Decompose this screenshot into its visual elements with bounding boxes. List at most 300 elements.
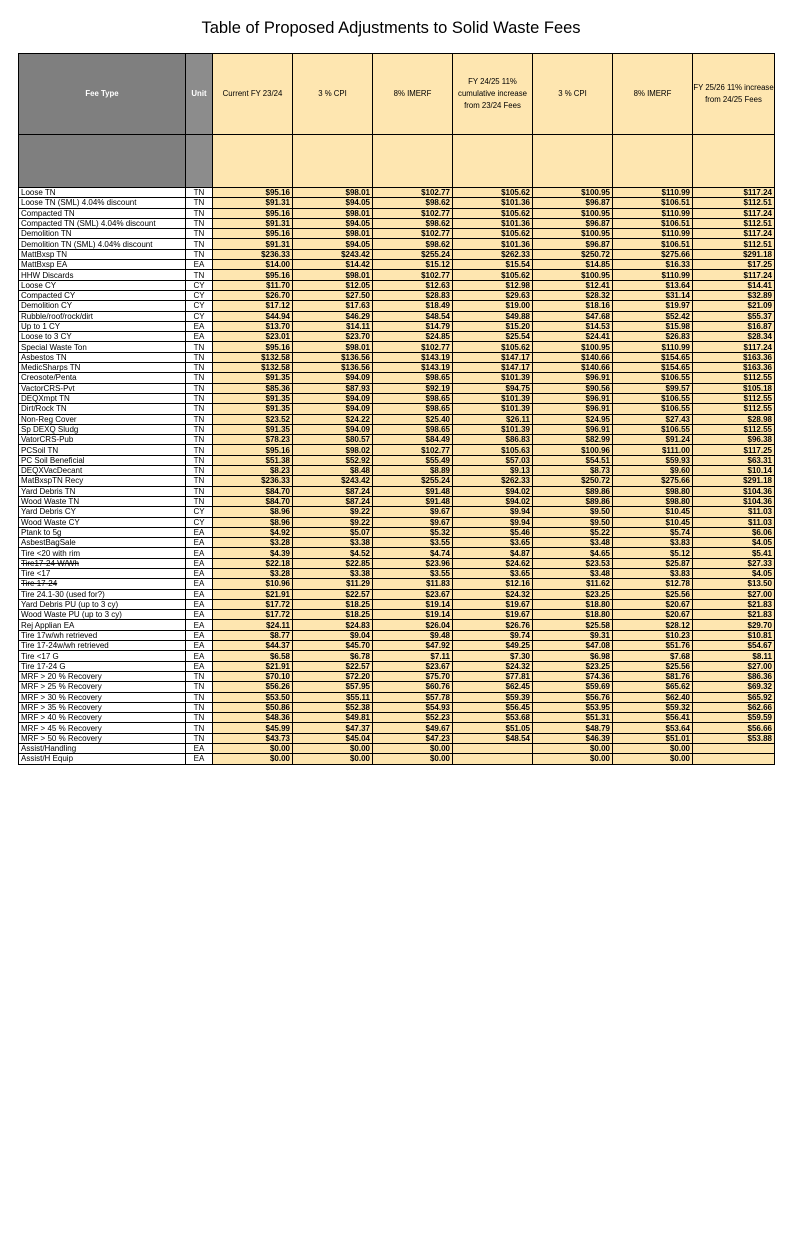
fee-value-cell: $15.98 bbox=[613, 321, 693, 331]
table-row bbox=[19, 692, 775, 702]
fee-value-cell: $78.23 bbox=[213, 435, 293, 445]
fee-type-cell: MRF > 40 % Recovery bbox=[19, 713, 186, 723]
fee-value-cell: $52.42 bbox=[613, 311, 693, 321]
fee-value-cell: $106.55 bbox=[613, 393, 693, 403]
fee-value-cell: $14.42 bbox=[293, 260, 373, 270]
unit-cell: TN bbox=[186, 424, 213, 434]
fee-value-cell: $45.99 bbox=[213, 723, 293, 733]
fee-value-cell: $49.81 bbox=[293, 713, 373, 723]
fee-value-cell: $19.97 bbox=[613, 301, 693, 311]
fee-value-cell: $98.01 bbox=[293, 208, 373, 218]
header-unit: Unit bbox=[186, 54, 213, 135]
unit-cell: TN bbox=[186, 352, 213, 362]
fee-value-cell: $117.24 bbox=[693, 188, 775, 198]
table-row bbox=[19, 363, 775, 373]
fee-value-cell: $6.98 bbox=[533, 651, 613, 661]
fee-value-cell: $262.33 bbox=[453, 249, 533, 259]
unit-cell: TN bbox=[186, 218, 213, 228]
fee-value-cell: $91.35 bbox=[213, 393, 293, 403]
fee-value-cell: $23.25 bbox=[533, 661, 613, 671]
unit-cell: EA bbox=[186, 610, 213, 620]
fee-value-cell: $77.81 bbox=[453, 671, 533, 681]
fee-value-cell bbox=[453, 754, 533, 764]
table-row bbox=[19, 466, 775, 476]
fee-value-cell: $55.11 bbox=[293, 692, 373, 702]
fee-value-cell: $51.01 bbox=[613, 733, 693, 743]
fee-value-cell: $22.57 bbox=[293, 661, 373, 671]
unit-cell: TN bbox=[186, 270, 213, 280]
fee-value-cell: $105.63 bbox=[453, 445, 533, 455]
unit-cell: EA bbox=[186, 754, 213, 764]
fee-value-cell: $104.36 bbox=[693, 486, 775, 496]
unit-cell: EA bbox=[186, 321, 213, 331]
unit-cell: TN bbox=[186, 713, 213, 723]
fee-value-cell: $44.94 bbox=[213, 311, 293, 321]
fee-value-cell: $94.05 bbox=[293, 218, 373, 228]
fee-value-cell: $53.88 bbox=[693, 733, 775, 743]
fee-value-cell: $5.07 bbox=[293, 527, 373, 537]
fee-value-cell: $100.95 bbox=[533, 188, 613, 198]
fee-value-cell: $5.46 bbox=[453, 527, 533, 537]
table-row bbox=[19, 280, 775, 290]
table-row bbox=[19, 301, 775, 311]
table-row bbox=[19, 682, 775, 692]
fee-value-cell: $98.62 bbox=[373, 218, 453, 228]
fee-value-cell: $14.79 bbox=[373, 321, 453, 331]
fee-value-cell: $27.00 bbox=[693, 589, 775, 599]
fee-value-cell: $98.01 bbox=[293, 342, 373, 352]
fee-value-cell: $117.25 bbox=[693, 445, 775, 455]
fee-value-cell: $96.87 bbox=[533, 198, 613, 208]
fee-value-cell: $31.14 bbox=[613, 290, 693, 300]
fee-value-cell: $132.58 bbox=[213, 363, 293, 373]
fee-value-cell: $89.86 bbox=[533, 496, 613, 506]
fee-value-cell: $6.58 bbox=[213, 651, 293, 661]
fee-type-cell: Demolition TN bbox=[19, 229, 186, 239]
fee-value-cell: $47.68 bbox=[533, 311, 613, 321]
table-row bbox=[19, 723, 775, 733]
table-row bbox=[19, 702, 775, 712]
fee-value-cell: $105.62 bbox=[453, 342, 533, 352]
unit-cell: CY bbox=[186, 280, 213, 290]
table-row bbox=[19, 733, 775, 743]
fee-value-cell: $95.16 bbox=[213, 229, 293, 239]
table-row bbox=[19, 476, 775, 486]
fee-value-cell: $24.62 bbox=[453, 558, 533, 568]
unit-cell: CY bbox=[186, 290, 213, 300]
fee-value-cell: $106.55 bbox=[613, 373, 693, 383]
table-row bbox=[19, 558, 775, 568]
fee-value-cell: $50.86 bbox=[213, 702, 293, 712]
unit-cell: TN bbox=[186, 393, 213, 403]
fee-value-cell: $51.31 bbox=[533, 713, 613, 723]
table-row bbox=[19, 671, 775, 681]
fee-value-cell: $17.63 bbox=[293, 301, 373, 311]
fee-value-cell: $3.28 bbox=[213, 568, 293, 578]
fee-value-cell: $16.33 bbox=[613, 260, 693, 270]
unit-cell: EA bbox=[186, 568, 213, 578]
fee-value-cell: $101.36 bbox=[453, 239, 533, 249]
fee-value-cell: $3.65 bbox=[453, 568, 533, 578]
fee-value-cell: $28.34 bbox=[693, 332, 775, 342]
fee-value-cell: $52.38 bbox=[293, 702, 373, 712]
table-row bbox=[19, 260, 775, 270]
fee-value-cell: $10.96 bbox=[213, 579, 293, 589]
fee-type-cell: Creosote/Penta bbox=[19, 373, 186, 383]
fee-value-cell: $60.76 bbox=[373, 682, 453, 692]
unit-cell: TN bbox=[186, 198, 213, 208]
fee-value-cell: $105.18 bbox=[693, 383, 775, 393]
spacer-cell bbox=[213, 135, 293, 188]
fee-type-cell: Dirt/Rock TN bbox=[19, 404, 186, 414]
fee-value-cell: $62.40 bbox=[613, 692, 693, 702]
fee-value-cell: $8.96 bbox=[213, 517, 293, 527]
table-row bbox=[19, 620, 775, 630]
fee-type-cell: PCSoil TN bbox=[19, 445, 186, 455]
fee-value-cell: $75.70 bbox=[373, 671, 453, 681]
fee-value-cell: $56.41 bbox=[613, 713, 693, 723]
fee-value-cell: $96.91 bbox=[533, 373, 613, 383]
fee-value-cell: $14.00 bbox=[213, 260, 293, 270]
table-row bbox=[19, 568, 775, 578]
fee-type-cell: Tire17-24 W/Wh bbox=[19, 558, 186, 568]
fee-value-cell: $24.11 bbox=[213, 620, 293, 630]
fee-value-cell: $255.24 bbox=[373, 476, 453, 486]
fee-value-cell: $44.37 bbox=[213, 641, 293, 651]
fee-value-cell: $11.03 bbox=[693, 507, 775, 517]
fee-value-cell: $94.05 bbox=[293, 198, 373, 208]
fee-type-cell: MRF > 50 % Recovery bbox=[19, 733, 186, 743]
table-row bbox=[19, 383, 775, 393]
fee-value-cell: $0.00 bbox=[373, 754, 453, 764]
fee-value-cell: $23.53 bbox=[533, 558, 613, 568]
fee-value-cell: $110.99 bbox=[613, 342, 693, 352]
fee-value-cell: $147.17 bbox=[453, 363, 533, 373]
fee-value-cell: $3.48 bbox=[533, 568, 613, 578]
fee-value-cell: $98.02 bbox=[293, 445, 373, 455]
fee-value-cell: $18.16 bbox=[533, 301, 613, 311]
fee-value-cell: $110.99 bbox=[613, 229, 693, 239]
fee-value-cell: $10.14 bbox=[693, 466, 775, 476]
fee-value-cell: $29.63 bbox=[453, 290, 533, 300]
fee-value-cell: $32.89 bbox=[693, 290, 775, 300]
fee-type-cell: Wood Waste TN bbox=[19, 496, 186, 506]
fee-value-cell: $24.22 bbox=[293, 414, 373, 424]
fee-type-cell: VatorCRS-Pub bbox=[19, 435, 186, 445]
unit-cell: CY bbox=[186, 311, 213, 321]
fee-value-cell: $25.54 bbox=[453, 332, 533, 342]
fee-value-cell: $112.55 bbox=[693, 404, 775, 414]
table-row bbox=[19, 198, 775, 208]
fee-value-cell: $5.12 bbox=[613, 548, 693, 558]
fee-value-cell: $9.13 bbox=[453, 466, 533, 476]
fee-value-cell: $24.32 bbox=[453, 589, 533, 599]
fee-value-cell: $11.62 bbox=[533, 579, 613, 589]
unit-cell: CY bbox=[186, 517, 213, 527]
fee-value-cell: $53.95 bbox=[533, 702, 613, 712]
fee-value-cell: $3.38 bbox=[293, 568, 373, 578]
table-row bbox=[19, 507, 775, 517]
spacer-cell bbox=[19, 135, 186, 188]
fee-type-cell: Ptank to 5g bbox=[19, 527, 186, 537]
fee-value-cell: $106.55 bbox=[613, 404, 693, 414]
table-row bbox=[19, 610, 775, 620]
fee-table bbox=[18, 53, 775, 765]
fee-value-cell bbox=[453, 744, 533, 754]
table-row bbox=[19, 270, 775, 280]
fee-type-cell: Compacted TN bbox=[19, 208, 186, 218]
table-row bbox=[19, 321, 775, 331]
fee-value-cell: $56.45 bbox=[453, 702, 533, 712]
fee-value-cell: $62.45 bbox=[453, 682, 533, 692]
fee-value-cell: $22.85 bbox=[293, 558, 373, 568]
fee-value-cell: $59.69 bbox=[533, 682, 613, 692]
fee-value-cell: $91.24 bbox=[613, 435, 693, 445]
fee-value-cell: $55.49 bbox=[373, 455, 453, 465]
fee-type-cell: DEQXVacDecant bbox=[19, 466, 186, 476]
fee-value-cell: $94.02 bbox=[453, 496, 533, 506]
fee-value-cell: $23.96 bbox=[373, 558, 453, 568]
fee-value-cell: $7.68 bbox=[613, 651, 693, 661]
fee-value-cell: $112.55 bbox=[693, 373, 775, 383]
fee-value-cell: $59.32 bbox=[613, 702, 693, 712]
fee-value-cell: $59.39 bbox=[453, 692, 533, 702]
fee-value-cell: $0.00 bbox=[213, 744, 293, 754]
fee-value-cell: $112.51 bbox=[693, 198, 775, 208]
fee-value-cell: $9.67 bbox=[373, 517, 453, 527]
fee-value-cell: $100.96 bbox=[533, 445, 613, 455]
fee-value-cell: $106.51 bbox=[613, 239, 693, 249]
fee-value-cell: $94.09 bbox=[293, 393, 373, 403]
fee-type-cell: Non-Reg Cover bbox=[19, 414, 186, 424]
fee-value-cell: $27.43 bbox=[613, 414, 693, 424]
fee-value-cell: $69.32 bbox=[693, 682, 775, 692]
fee-value-cell: $59.59 bbox=[693, 713, 775, 723]
fee-value-cell: $8.73 bbox=[533, 466, 613, 476]
fee-value-cell: $63.31 bbox=[693, 455, 775, 465]
fee-value-cell: $105.62 bbox=[453, 188, 533, 198]
unit-cell: EA bbox=[186, 744, 213, 754]
unit-cell: TN bbox=[186, 671, 213, 681]
table-row bbox=[19, 744, 775, 754]
fee-value-cell: $100.95 bbox=[533, 270, 613, 280]
fee-value-cell: $47.37 bbox=[293, 723, 373, 733]
unit-cell: TN bbox=[186, 404, 213, 414]
fee-value-cell: $255.24 bbox=[373, 249, 453, 259]
table-row bbox=[19, 651, 775, 661]
fee-value-cell: $23.52 bbox=[213, 414, 293, 424]
fee-value-cell: $91.35 bbox=[213, 424, 293, 434]
fee-value-cell: $112.55 bbox=[693, 393, 775, 403]
fee-type-cell: Yard Debris PU (up to 3 cy) bbox=[19, 599, 186, 609]
fee-value-cell: $14.41 bbox=[693, 280, 775, 290]
fee-value-cell: $74.36 bbox=[533, 671, 613, 681]
unit-cell: EA bbox=[186, 538, 213, 548]
fee-value-cell: $95.16 bbox=[213, 208, 293, 218]
table-row bbox=[19, 352, 775, 362]
fee-value-cell: $53.50 bbox=[213, 692, 293, 702]
fee-type-cell: Loose TN bbox=[19, 188, 186, 198]
fee-value-cell: $112.51 bbox=[693, 239, 775, 249]
fee-value-cell: $26.83 bbox=[613, 332, 693, 342]
fee-value-cell: $53.68 bbox=[453, 713, 533, 723]
fee-value-cell: $140.66 bbox=[533, 363, 613, 373]
fee-value-cell: $17.25 bbox=[693, 260, 775, 270]
fee-value-cell: $25.58 bbox=[533, 620, 613, 630]
fee-value-cell: $16.87 bbox=[693, 321, 775, 331]
unit-cell: TN bbox=[186, 363, 213, 373]
fee-value-cell: $23.67 bbox=[373, 589, 453, 599]
unit-cell: EA bbox=[186, 579, 213, 589]
fee-type-cell: Demolition TN (SML) 4.04% discount bbox=[19, 239, 186, 249]
fee-value-cell: $65.62 bbox=[613, 682, 693, 692]
unit-cell: EA bbox=[186, 558, 213, 568]
spacer-cell bbox=[453, 135, 533, 188]
fee-value-cell: $136.56 bbox=[293, 363, 373, 373]
table-row bbox=[19, 579, 775, 589]
fee-value-cell: $94.09 bbox=[293, 424, 373, 434]
fee-value-cell: $15.54 bbox=[453, 260, 533, 270]
fee-value-cell: $101.39 bbox=[453, 404, 533, 414]
fee-value-cell: $84.70 bbox=[213, 486, 293, 496]
fee-value-cell: $9.48 bbox=[373, 630, 453, 640]
header-imerf-2425: 8% IMERF bbox=[373, 54, 453, 135]
fee-value-cell: $94.09 bbox=[293, 373, 373, 383]
fee-value-cell: $100.95 bbox=[533, 229, 613, 239]
fee-value-cell: $96.91 bbox=[533, 424, 613, 434]
table-row bbox=[19, 373, 775, 383]
table-row bbox=[19, 342, 775, 352]
fee-type-cell: Tire 17-24 bbox=[19, 579, 186, 589]
unit-cell: EA bbox=[186, 599, 213, 609]
fee-value-cell: $48.36 bbox=[213, 713, 293, 723]
fee-value-cell: $87.24 bbox=[293, 486, 373, 496]
fee-value-cell: $56.26 bbox=[213, 682, 293, 692]
fee-value-cell: $26.11 bbox=[453, 414, 533, 424]
fee-value-cell: $117.24 bbox=[693, 342, 775, 352]
fee-value-cell: $98.80 bbox=[613, 496, 693, 506]
fee-type-cell: Rej Applian EA bbox=[19, 620, 186, 630]
unit-cell: TN bbox=[186, 342, 213, 352]
fee-value-cell: $84.70 bbox=[213, 496, 293, 506]
fee-value-cell: $54.93 bbox=[373, 702, 453, 712]
fee-value-cell: $101.36 bbox=[453, 198, 533, 208]
unit-cell: EA bbox=[186, 651, 213, 661]
fee-value-cell: $20.67 bbox=[613, 599, 693, 609]
fee-value-cell: $91.31 bbox=[213, 198, 293, 208]
unit-cell: EA bbox=[186, 548, 213, 558]
fee-value-cell: $51.76 bbox=[613, 641, 693, 651]
fee-value-cell: $85.36 bbox=[213, 383, 293, 393]
fee-value-cell: $163.36 bbox=[693, 352, 775, 362]
table-row bbox=[19, 435, 775, 445]
unit-cell: TN bbox=[186, 383, 213, 393]
fee-value-cell: $45.04 bbox=[293, 733, 373, 743]
fee-value-cell: $110.99 bbox=[613, 208, 693, 218]
fee-value-cell: $95.16 bbox=[213, 342, 293, 352]
fee-value-cell: $291.18 bbox=[693, 476, 775, 486]
fee-value-cell: $54.67 bbox=[693, 641, 775, 651]
fee-value-cell: $18.25 bbox=[293, 610, 373, 620]
fee-value-cell: $102.77 bbox=[373, 208, 453, 218]
fee-value-cell: $275.66 bbox=[613, 249, 693, 259]
fee-value-cell: $11.83 bbox=[373, 579, 453, 589]
fee-value-cell: $8.77 bbox=[213, 630, 293, 640]
fee-value-cell: $105.62 bbox=[453, 208, 533, 218]
fee-value-cell bbox=[693, 744, 775, 754]
fee-value-cell: $27.00 bbox=[693, 661, 775, 671]
fee-value-cell: $28.12 bbox=[613, 620, 693, 630]
fee-type-cell: Up to 1 CY bbox=[19, 321, 186, 331]
fee-value-cell: $7.30 bbox=[453, 651, 533, 661]
fee-value-cell: $49.25 bbox=[453, 641, 533, 651]
fee-value-cell: $236.33 bbox=[213, 249, 293, 259]
fee-value-cell: $106.55 bbox=[613, 424, 693, 434]
table-row bbox=[19, 311, 775, 321]
fee-value-cell: $27.50 bbox=[293, 290, 373, 300]
unit-cell: TN bbox=[186, 723, 213, 733]
fee-value-cell: $8.23 bbox=[213, 466, 293, 476]
fee-value-cell: $91.31 bbox=[213, 239, 293, 249]
fee-value-cell: $95.16 bbox=[213, 270, 293, 280]
fee-value-cell: $14.11 bbox=[293, 321, 373, 331]
fee-value-cell: $105.62 bbox=[453, 270, 533, 280]
fee-value-cell: $80.57 bbox=[293, 435, 373, 445]
fee-value-cell: $21.91 bbox=[213, 589, 293, 599]
fee-value-cell: $11.03 bbox=[693, 517, 775, 527]
fee-value-cell: $87.93 bbox=[293, 383, 373, 393]
fee-value-cell: $98.65 bbox=[373, 404, 453, 414]
fee-value-cell: $9.50 bbox=[533, 507, 613, 517]
fee-value-cell: $98.65 bbox=[373, 424, 453, 434]
fee-value-cell: $55.37 bbox=[693, 311, 775, 321]
fee-value-cell: $19.14 bbox=[373, 610, 453, 620]
table-row bbox=[19, 517, 775, 527]
fee-value-cell: $13.50 bbox=[693, 579, 775, 589]
fee-value-cell: $10.81 bbox=[693, 630, 775, 640]
fee-value-cell: $110.99 bbox=[613, 270, 693, 280]
fee-value-cell: $28.32 bbox=[533, 290, 613, 300]
fee-type-cell: MRF > 30 % Recovery bbox=[19, 692, 186, 702]
fee-value-cell: $110.99 bbox=[613, 188, 693, 198]
fee-type-cell: PC Soil Beneficial bbox=[19, 455, 186, 465]
fee-type-cell: Loose to 3 CY bbox=[19, 332, 186, 342]
fee-type-cell: Rubble/roof/rock/dirt bbox=[19, 311, 186, 321]
table-row bbox=[19, 527, 775, 537]
fee-value-cell: $27.33 bbox=[693, 558, 775, 568]
fee-value-cell: $20.67 bbox=[613, 610, 693, 620]
fee-value-cell: $9.67 bbox=[373, 507, 453, 517]
fee-value-cell: $8.48 bbox=[293, 466, 373, 476]
fee-value-cell: $94.05 bbox=[293, 239, 373, 249]
fee-value-cell: $65.92 bbox=[693, 692, 775, 702]
table-row bbox=[19, 455, 775, 465]
table-row bbox=[19, 188, 775, 198]
fee-value-cell: $102.77 bbox=[373, 342, 453, 352]
fee-value-cell: $117.24 bbox=[693, 208, 775, 218]
table-row bbox=[19, 548, 775, 558]
fee-value-cell: $4.65 bbox=[533, 548, 613, 558]
fee-value-cell: $59.93 bbox=[613, 455, 693, 465]
fee-value-cell: $10.45 bbox=[613, 507, 693, 517]
unit-cell: TN bbox=[186, 682, 213, 692]
fee-value-cell: $28.98 bbox=[693, 414, 775, 424]
fee-value-cell: $12.63 bbox=[373, 280, 453, 290]
fee-value-cell: $13.70 bbox=[213, 321, 293, 331]
fee-value-cell bbox=[693, 754, 775, 764]
fee-type-cell: Loose TN (SML) 4.04% discount bbox=[19, 198, 186, 208]
fee-type-cell: Tire 17-24w/wh retrieved bbox=[19, 641, 186, 651]
